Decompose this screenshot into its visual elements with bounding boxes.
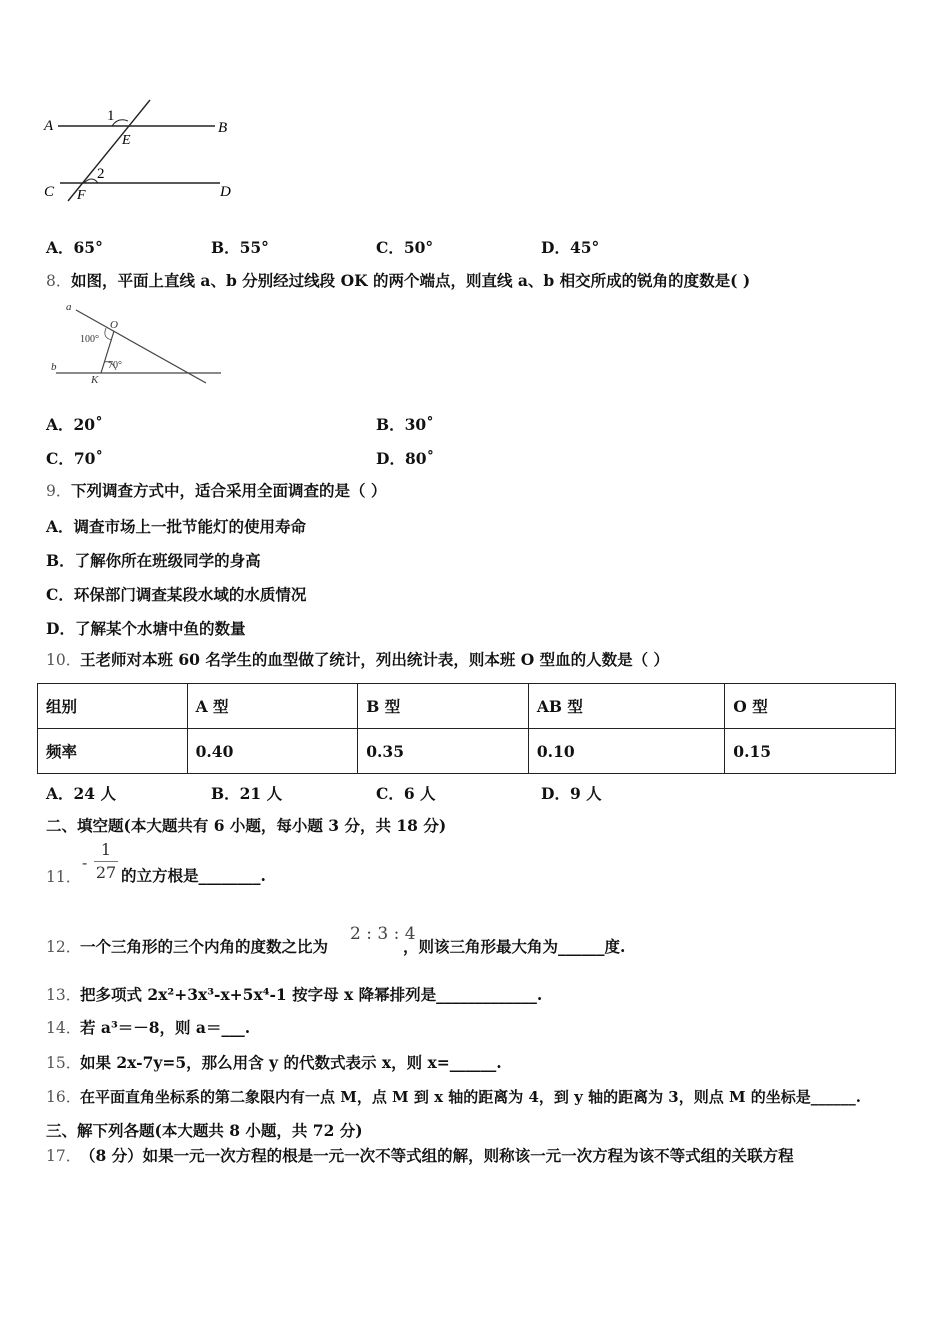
blood-type-table [37,683,896,774]
q16-number: 16． [46,1088,82,1106]
q9-number: 9． [46,482,72,500]
q13-number: 13． [46,986,82,1004]
table-cell: 0.40 [187,729,358,774]
table-cell: AB 型 [528,684,724,729]
q14-text: 若 a³＝－8，则 a＝___. [80,1018,251,1037]
label-D: D [220,184,231,200]
q7-option-d: D．45° [541,238,600,257]
table-header-row [38,684,896,729]
q9-option-b: B．了解你所在班级同学的身高 [46,551,261,570]
table-cell: O 型 [725,684,896,729]
angle-2-label: 2 [97,166,105,182]
q8-number: 8． [46,272,72,290]
q8-option-b: B．30˚ [376,415,434,434]
section-3-heading: 三、解下列各题(本大题共 8 小题，共 72 分) [46,1121,363,1140]
label-B: B [218,120,228,136]
table-cell: 频率 [38,729,188,774]
label-E: E [122,133,131,148]
line-b-label: b [51,361,57,373]
q12-number: 12． [46,938,82,956]
q12-text-before: 一个三角形的三个内角的度数之比为 [80,937,329,956]
point-k-label: K [91,374,99,386]
table-cell: 0.15 [725,729,896,774]
label-A: A [44,118,54,134]
q13-text: 把多项式 2x²+3x³-x+5x⁴-1 按字母 x 降幂排列是_____________. [80,985,543,1004]
table-cell: A 型 [187,684,358,729]
q11-denominator: 27 [95,863,117,882]
q10-option-a: A．24 人 [46,784,116,803]
q9-option-a: A．调查市场上一批节能灯的使用寿命 [46,517,307,536]
q11-number: 11． [46,868,82,886]
q10-text: 王老师对本班 60 名学生的血型做了统计，列出统计表，则本班 O 型血的人数是（ ） [80,650,670,669]
q9-option-c: C．环保部门调查某段水域的水质情况 [46,585,307,604]
q10-option-b: B．21 人 [211,784,283,803]
q11-fraction [94,840,118,883]
q16-text: 在平面直角坐标系的第二象限内有一点 M，点 M 到 x 轴的距离为 4，到 y 轴的距离为 3，则点 M 的坐标是______. [80,1088,862,1106]
q8-text: 如图，平面上直线 a、b 分别经过线段 OK 的两个端点，则直线 a、b 相交所成的锐角的度数是( ) [71,271,751,290]
q15-text: 如果 2x-7y=5，那么用含 y 的代数式表示 x，则 x=______. [80,1053,502,1072]
q17-text: （8 分）如果一元一次方程的根是一元一次不等式组的解，则称该一元一次方程为该不等式组的关联方程 [80,1146,794,1165]
angle-100-label: 100° [80,334,99,345]
angle-70-label: 70° [108,360,122,371]
q17-number: 17． [46,1147,82,1165]
q10-option-d: D．9 人 [541,784,602,803]
fraction-bar [94,861,118,862]
q12-ratio: 2 : 3 : 4 [350,924,416,944]
q9-text: 下列调查方式中，适合采用全面调查的是（ ） [71,481,387,500]
table-cell: 0.10 [528,729,724,774]
q15-number: 15． [46,1054,82,1072]
angle-1-label: 1 [107,108,115,124]
line-a-label: a [66,301,72,313]
q10-number: 10． [46,651,82,669]
q8-option-a: A．20˚ [46,415,103,434]
label-F: F [77,188,86,203]
table-cell: 组别 [38,684,188,729]
q12-text-after: ，则该三角形最大角为______度. [403,937,626,956]
lines-ok-figure [46,298,226,388]
point-o-label: O [110,319,118,331]
table-cell: B 型 [358,684,529,729]
table-row [38,729,896,774]
q9-option-d: D．了解某个水塘中鱼的数量 [46,619,246,638]
q8-option-c: C．70˚ [46,449,104,468]
q7-option-a: A．65° [46,238,103,257]
table-cell: 0.35 [358,729,529,774]
label-C: C [44,184,55,200]
parallel-lines-figure [40,95,250,210]
section-2-heading: 二、填空题(本大题共有 6 小题，每小题 3 分，共 18 分) [46,816,447,835]
q7-option-c: C．50° [376,238,434,257]
q11-numerator: 1 [100,840,112,859]
q8-option-d: D．80˚ [376,449,435,468]
q11-minus: - [82,854,88,872]
q11-text: 的立方根是________. [121,866,266,885]
q7-option-b: B．55° [211,238,269,257]
q10-option-c: C．6 人 [376,784,436,803]
q14-number: 14． [46,1019,82,1037]
